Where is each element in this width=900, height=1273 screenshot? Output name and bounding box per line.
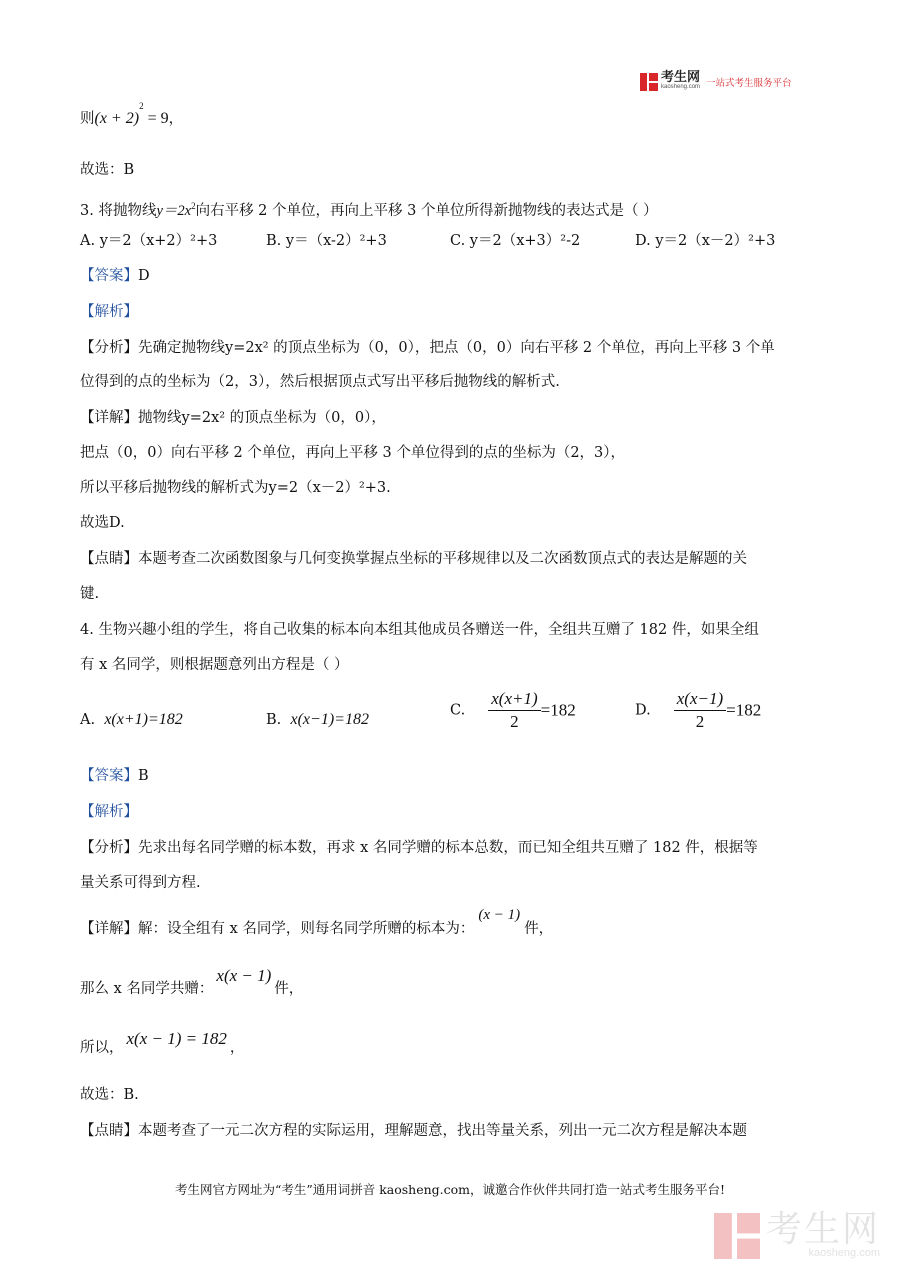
- math-expr: (x + 2): [94, 109, 140, 127]
- q4-stem-2: 有 x 名同学，则根据题意列出方程是（ ）: [80, 657, 349, 673]
- analysis-label: 【分析】: [80, 340, 138, 356]
- detail-label: 【详解】: [80, 921, 138, 937]
- fraction-num: x(x+1): [488, 688, 540, 711]
- logo-text: 考生网: [661, 69, 701, 84]
- q4-choose: 故选：B.: [80, 1087, 139, 1103]
- q3-analysis-2: 位得到的点的坐标为（2，3），然后根据顶点式写出平移后抛物线的解析式.: [80, 374, 560, 390]
- q3-exp: 2: [191, 201, 196, 211]
- opt-label: B.: [266, 712, 282, 728]
- math-exp: 2: [139, 101, 144, 111]
- logo-icon: [640, 73, 658, 91]
- q4-stem-1: 4. 生物兴趣小组的学生，将自己收集的标本向本组其他成员各赠送一件，全组共互赠了 182 件，如果全组: [80, 622, 759, 638]
- watermark-sub: kaosheng.com: [808, 1247, 880, 1259]
- detail-text: 解：设全组有 x 名同学，则每名同学所赠的标本为：: [138, 921, 475, 937]
- fraction: [488, 688, 540, 733]
- answer-label: 【答案】: [80, 268, 138, 284]
- q4-detail-3: [80, 1029, 245, 1058]
- line-then: [80, 101, 184, 129]
- detail-suffix: 件，: [274, 981, 304, 997]
- analysis-text: 先确定抛物线y=2x² 的顶点坐标为（0，0），把点（0，0）向右平移 2 个单位，再向上平移 3 个单: [138, 340, 775, 356]
- q3-fn: y＝2x: [156, 202, 192, 219]
- answer-value: D: [138, 268, 150, 284]
- opt-rhs: =182: [726, 700, 762, 720]
- q3-comment-2: 键.: [80, 586, 100, 602]
- opt-label: D.: [635, 702, 651, 719]
- q4-option-c: [450, 688, 576, 733]
- q3-option-b: B. y＝（x-2）²+3: [266, 233, 387, 249]
- q4-answer: [80, 766, 149, 786]
- q4-comment-1: [80, 1121, 747, 1141]
- watermark-logo-icon: [714, 1213, 760, 1259]
- detail-label: 【详解】: [80, 410, 138, 426]
- detail-text: 那么 x 名同学共赠：: [80, 981, 214, 997]
- q3-detail-2: 把点（0，0）向右平移 2 个单位，再向上平移 3 个单位得到的点的坐标为（2，3），: [80, 445, 626, 461]
- q3-detail-1: [80, 408, 386, 428]
- detail-suffix: 件，: [524, 921, 554, 937]
- watermark-text: 考生网: [765, 1209, 880, 1250]
- q3-jiexi-label: 【解析】: [80, 304, 138, 320]
- q3-analysis-1: [80, 338, 775, 358]
- opt-label: C.: [450, 702, 466, 719]
- comment-label: 【点睛】: [80, 551, 138, 567]
- q4-detail-1: [80, 907, 554, 939]
- text-then: 则: [80, 110, 95, 127]
- header-logo: [640, 69, 792, 92]
- answer-value: B: [138, 768, 149, 784]
- footer-text: 考生网官方网址为“考生”通用词拼音 kaosheng.com，诚邀合作伙伴共同打造一站式考生服务平台!: [174, 1182, 726, 1197]
- q3-detail-3: 所以平移后抛物线的解析式为y=2（x－2）²+3.: [80, 480, 391, 496]
- opt-math: x(x−1)=182: [290, 711, 369, 728]
- detail-math: x(x − 1) = 182: [126, 1029, 227, 1048]
- detail-text: 抛物线y=2x² 的顶点坐标为（0，0），: [138, 410, 386, 426]
- comment-text: 本题考查了一元二次方程的实际运用，理解题意，找出等量关系，列出一元二次方程是解决本题: [138, 1123, 747, 1139]
- opt-math: x(x+1)=182: [104, 711, 183, 728]
- analysis-text: 先求出每名同学赠的标本数，再求 x 名同学赠的标本总数，而已知全组共互赠了 182 件，根据等: [138, 840, 758, 856]
- analysis-label: 【分析】: [80, 840, 138, 856]
- q3-suffix: 向右平移 2 个单位，再向上平移 3 个单位所得新抛物线的表达式是（ ）: [195, 202, 658, 219]
- q4-analysis-2: 量关系可得到方程.: [80, 875, 201, 891]
- detail-suffix: ，: [229, 1040, 245, 1056]
- q3-option-a: A. y＝2（x+2）²+3: [80, 233, 218, 249]
- fraction-den: 2: [695, 712, 705, 731]
- comment-label: 【点睛】: [80, 1123, 138, 1139]
- detail-math: (x − 1): [478, 907, 521, 923]
- q3-option-c: C. y＝2（x+3）²-2: [450, 233, 581, 249]
- opt-rhs: =182: [540, 700, 576, 720]
- q3-answer: [80, 266, 150, 286]
- q3-choose: 故选D.: [80, 515, 125, 531]
- answer-label: 【答案】: [80, 768, 138, 784]
- fraction-den: 2: [510, 712, 519, 731]
- fraction: [674, 688, 726, 733]
- fraction-num: x(x−1): [674, 688, 726, 711]
- q3-prefix: 3. 将抛物线: [80, 202, 157, 219]
- q4-option-a: [80, 710, 183, 730]
- comment-text: 本题考查二次函数图象与几何变换掌握点坐标的平移规律以及二次函数顶点式的表达是解题的关: [138, 551, 747, 567]
- q3-option-d: D. y＝2（x－2）²+3: [635, 233, 776, 249]
- math-rhs: = 9: [143, 109, 169, 127]
- q4-jiexi-label: 【解析】: [80, 804, 138, 820]
- q3-comment-1: [80, 549, 747, 569]
- q4-analysis-1: [80, 838, 758, 858]
- logo-slogan: 一站式考生服务平台: [706, 78, 792, 89]
- punct: ，: [168, 110, 184, 127]
- detail-text: 所以，: [80, 1040, 124, 1056]
- watermark: [714, 1209, 880, 1259]
- q4-detail-2: [80, 966, 304, 999]
- q4-option-d: [635, 688, 761, 733]
- q3-stem: [80, 196, 658, 221]
- line-choose-b: 故选：B: [80, 162, 135, 178]
- logo-sub: kaosheng.com: [661, 84, 701, 90]
- opt-label: A.: [80, 712, 96, 728]
- q4-option-b: [266, 710, 369, 730]
- detail-math: x(x − 1): [216, 966, 272, 985]
